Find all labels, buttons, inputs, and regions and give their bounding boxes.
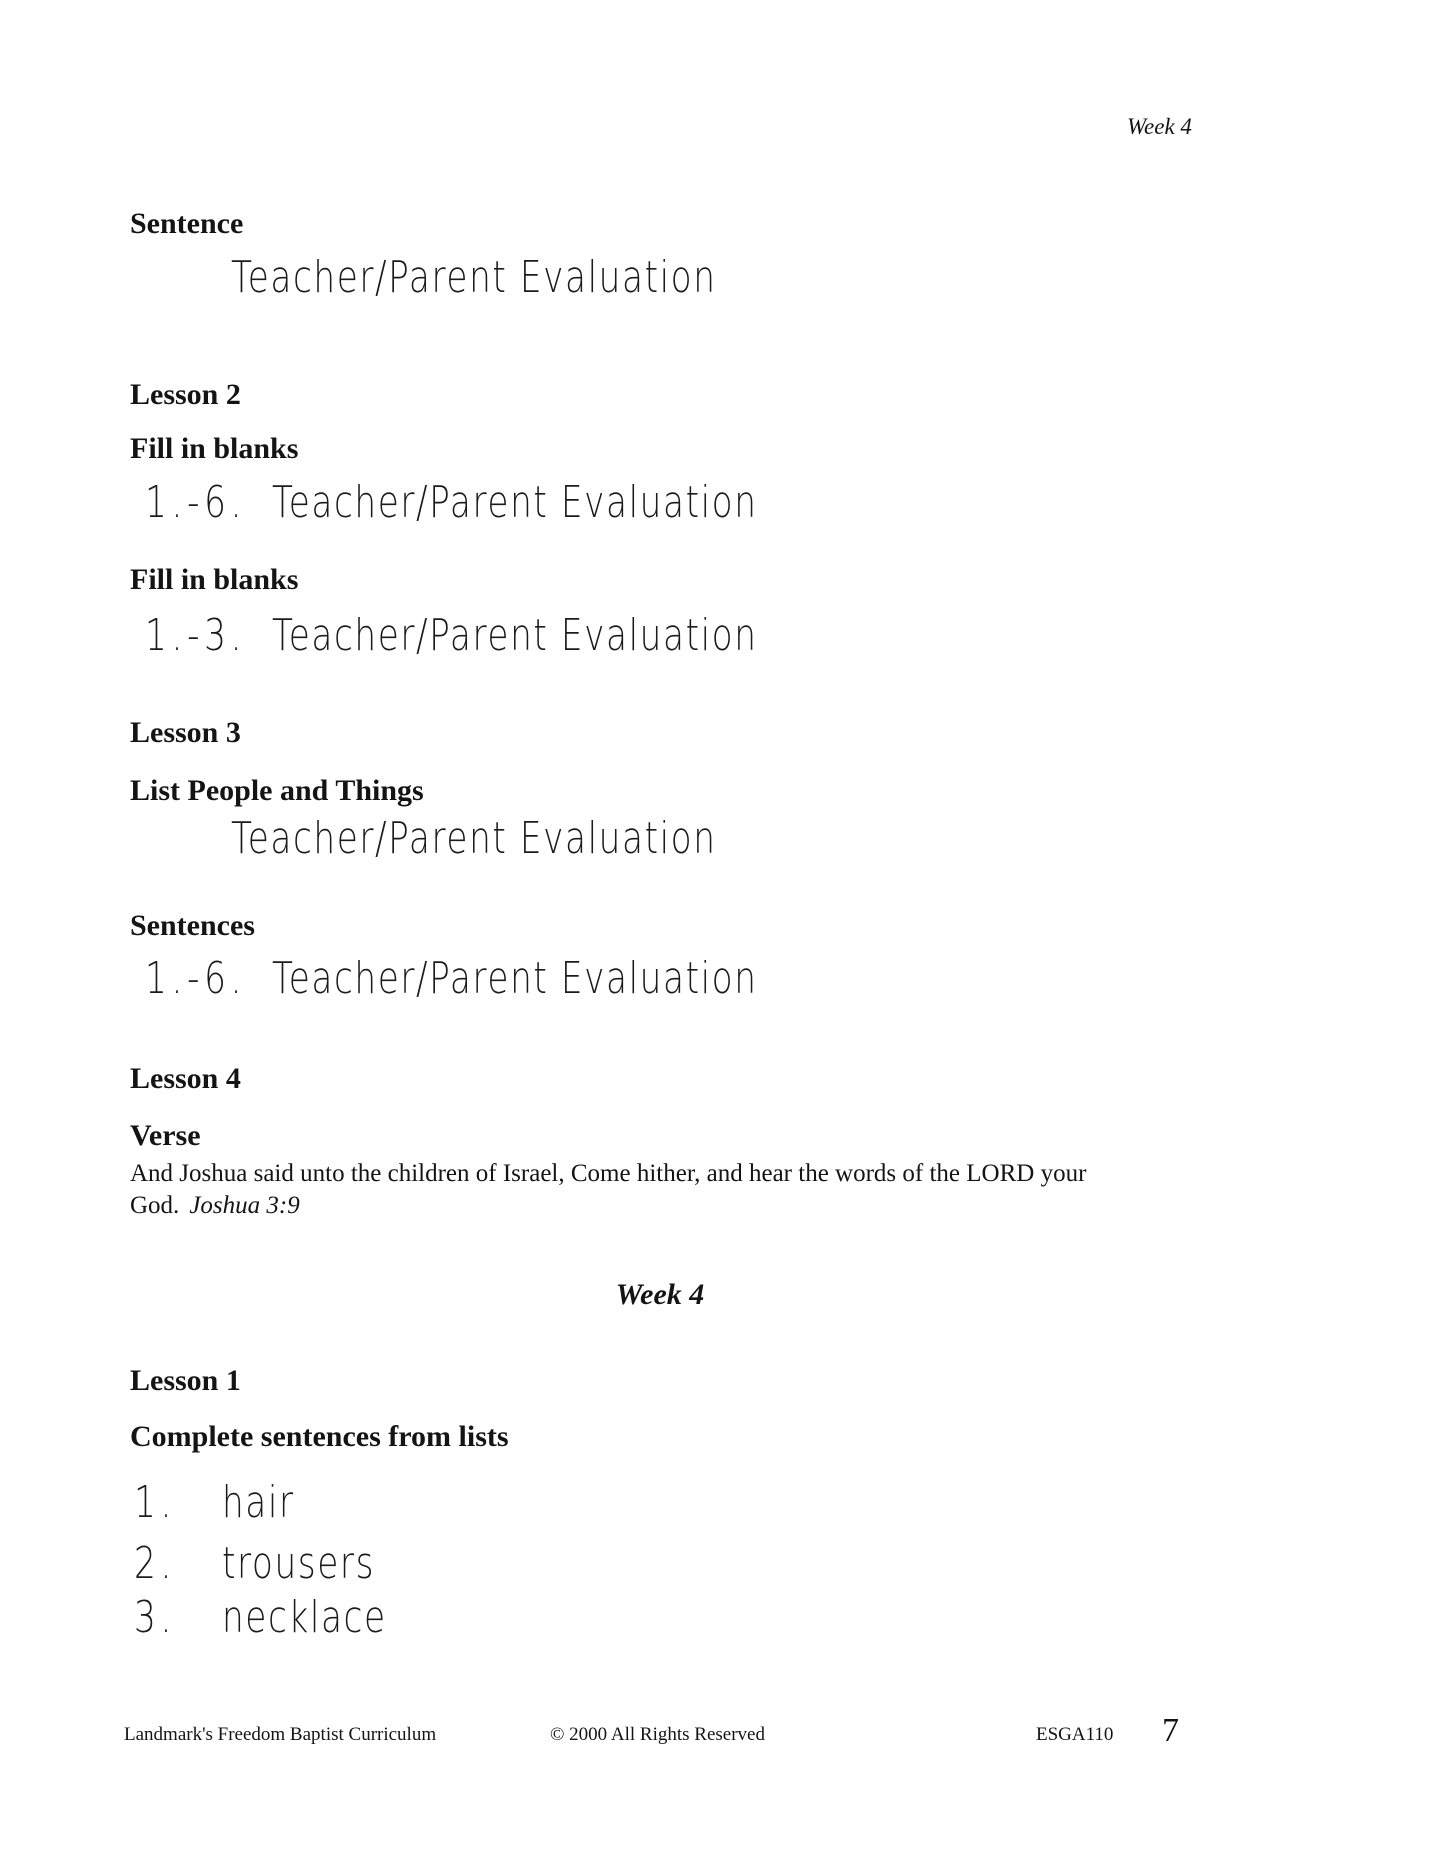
lesson1-task-label: Complete sentences from lists xyxy=(130,1420,509,1453)
lesson3-task1-answer: Teacher/Parent Evaluation xyxy=(231,813,717,864)
week4-section-heading: Week 4 xyxy=(615,1278,705,1311)
answer-number: 3. xyxy=(134,1592,177,1643)
lesson2-task2-answer-range: 1.-3. xyxy=(145,610,247,661)
answer-text: hair xyxy=(222,1477,295,1528)
lesson2-task2-label: Fill in blanks xyxy=(130,563,299,596)
lesson2-task2-answer: Teacher/Parent Evaluation xyxy=(272,610,758,661)
verse-reference: Joshua 3:9 xyxy=(189,1192,300,1219)
verse-text: And Joshua said unto the children of Israel, Come hither, and hear the words of the LORD your God. xyxy=(130,1160,1087,1219)
lesson3-task2-label: Sentences xyxy=(130,909,255,942)
answer-number: 1. xyxy=(134,1477,177,1528)
answer-row xyxy=(134,1475,1284,1529)
answer-text: necklace xyxy=(222,1592,387,1643)
lesson3-task2-answer: Teacher/Parent Evaluation xyxy=(272,953,758,1004)
answer-row xyxy=(134,1590,1284,1644)
lesson2-title: Lesson 2 xyxy=(130,378,241,411)
running-header-week: Week 4 xyxy=(1127,114,1192,139)
lesson2-task1-answer-line xyxy=(145,475,1295,529)
lesson3-task2-answer-range: 1.-6. xyxy=(145,953,247,1004)
footer-publisher: Landmark's Freedom Baptist Curriculum xyxy=(124,1724,437,1745)
lesson4-task-label: Verse xyxy=(130,1119,201,1152)
lesson3-task1-label: List People and Things xyxy=(130,774,424,807)
verse-paragraph xyxy=(130,1158,1195,1222)
footer-code: ESGA110 xyxy=(1036,1724,1114,1745)
sentence-answer: Teacher/Parent Evaluation xyxy=(231,252,717,303)
lesson3-title: Lesson 3 xyxy=(130,716,241,749)
lesson1-title: Lesson 1 xyxy=(130,1364,241,1397)
lesson3-task2-answer-line xyxy=(145,951,1295,1005)
answer-text: trousers xyxy=(222,1538,376,1589)
sentence-label: Sentence xyxy=(130,207,244,240)
sentence-answer-line xyxy=(231,252,854,304)
lesson2-task1-answer-range: 1.-6. xyxy=(145,477,247,528)
lesson3-task1-answer-line xyxy=(231,813,854,865)
lesson2-task1-answer: Teacher/Parent Evaluation xyxy=(272,477,758,528)
footer-copyright: © 2000 All Rights Reserved xyxy=(550,1724,765,1745)
lesson2-task1-label: Fill in blanks xyxy=(130,432,299,465)
answer-row xyxy=(134,1536,1284,1590)
lesson2-task2-answer-line xyxy=(145,608,1295,662)
answer-number: 2. xyxy=(134,1538,177,1589)
footer-page-number: 7 xyxy=(1162,1712,1179,1749)
lesson4-title: Lesson 4 xyxy=(130,1062,241,1095)
